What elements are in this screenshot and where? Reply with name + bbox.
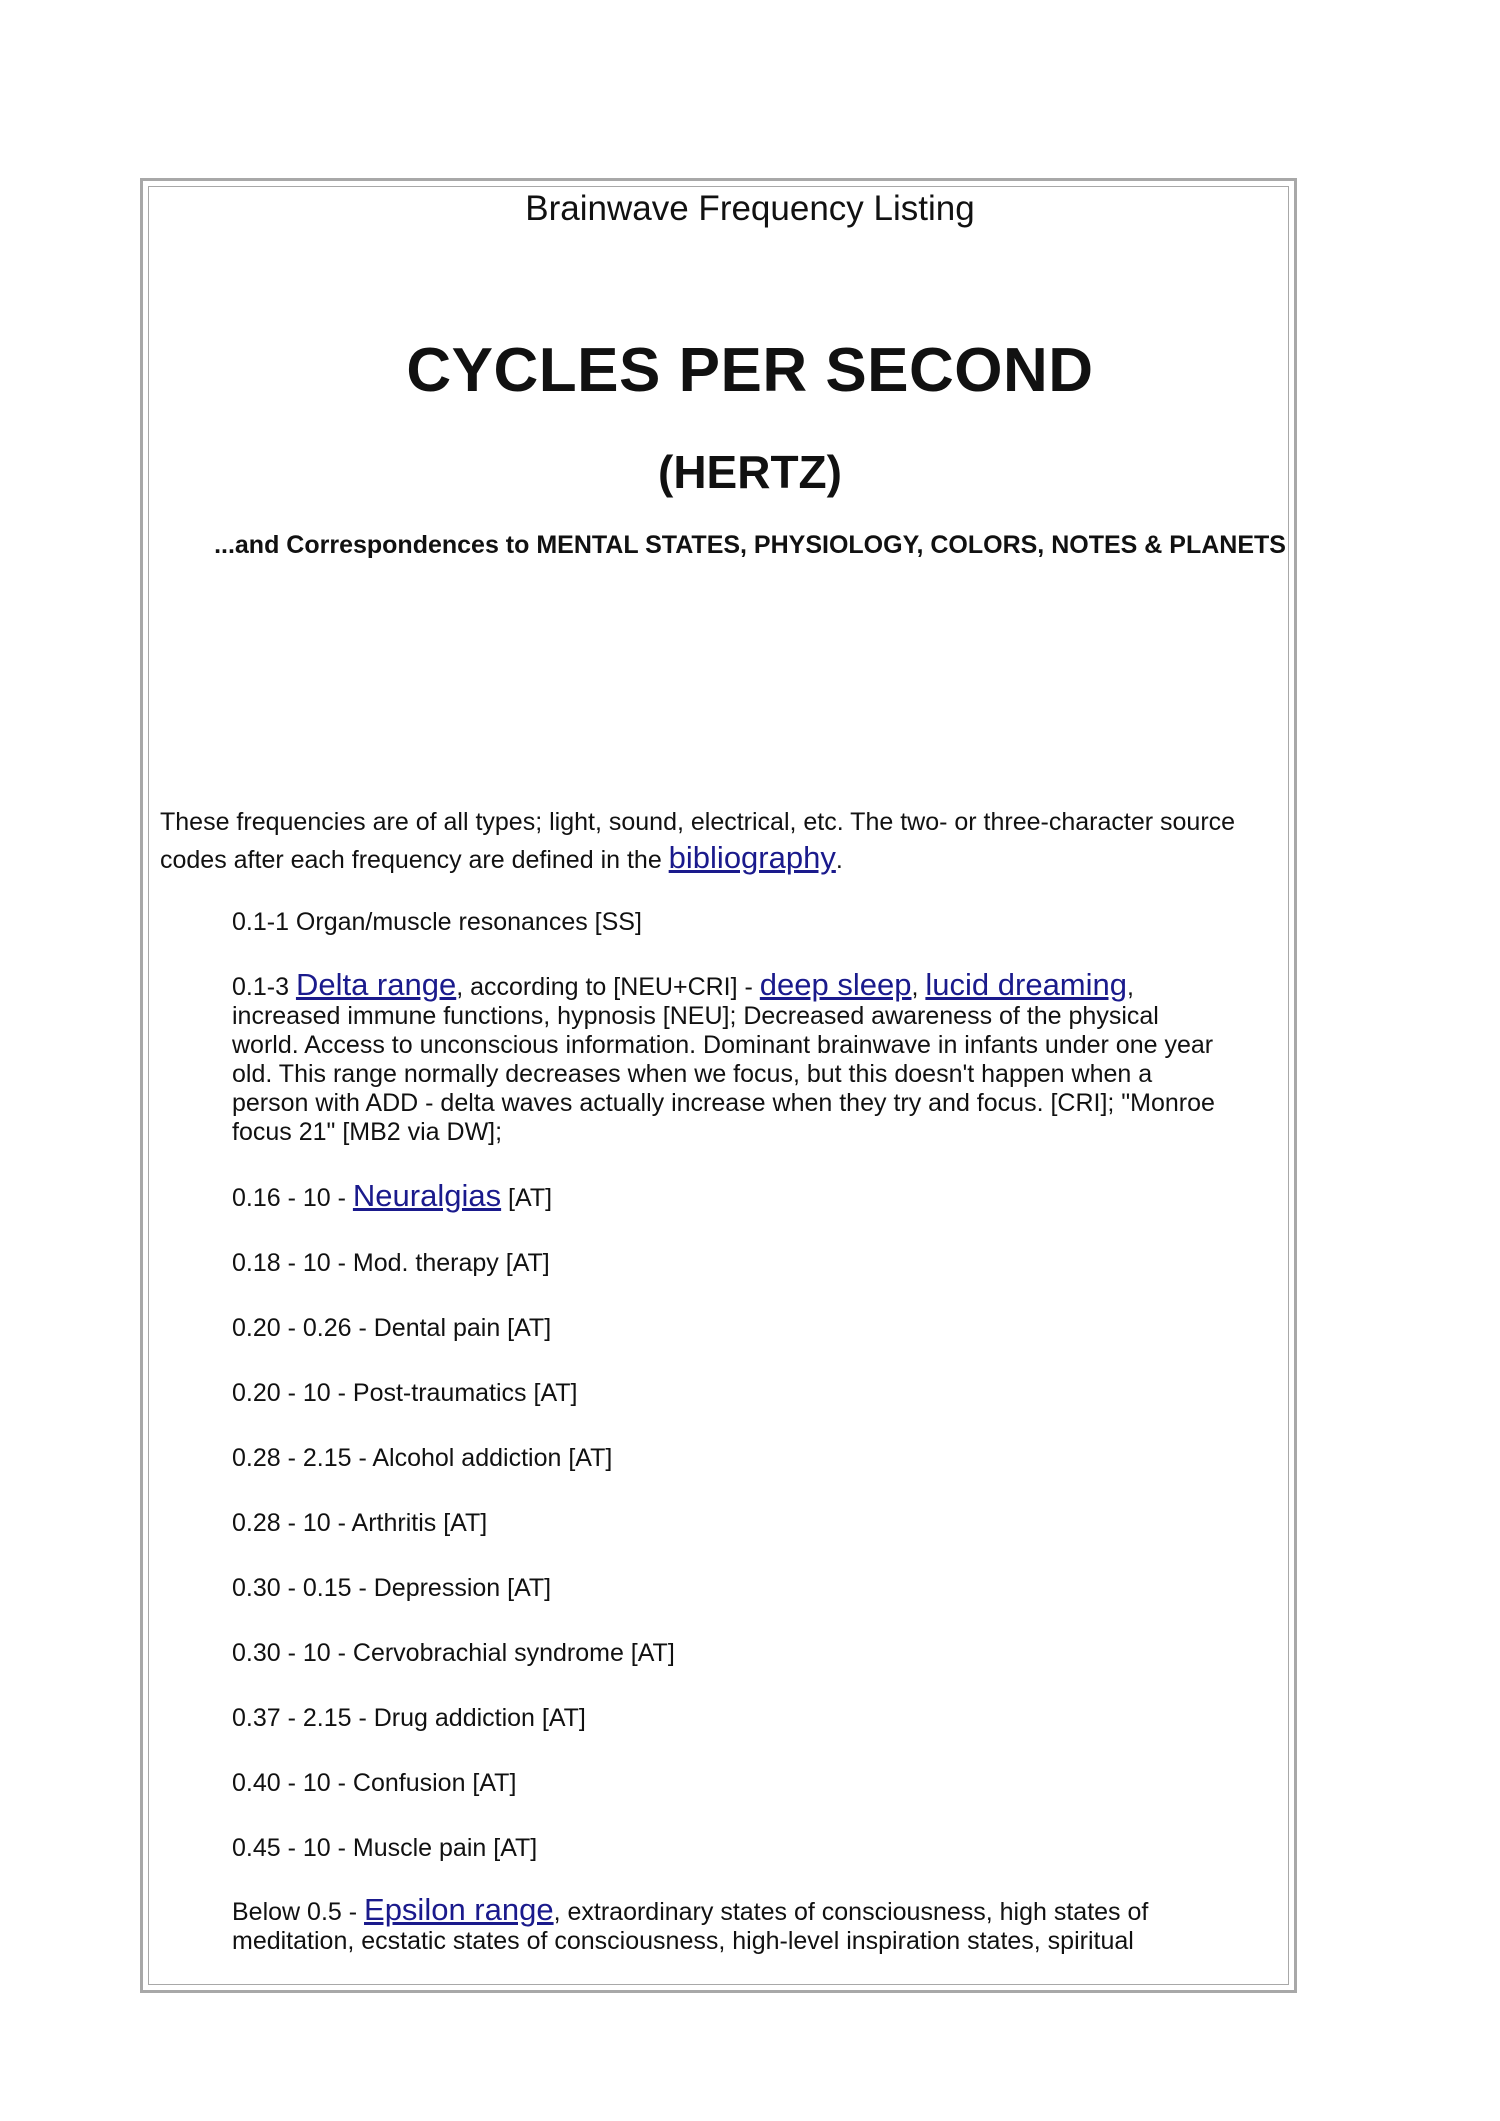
neuralgias-suffix: [AT] [501, 1184, 553, 1212]
list-item [232, 967, 1232, 1147]
delta-prefix: 0.1-3 [232, 973, 296, 1001]
list-item [232, 1892, 1232, 1956]
delta-mid-1: , according to [NEU+CRI] - [456, 973, 760, 1001]
list-item: 0.18 - 10 - Mod. therapy [AT] [232, 1249, 550, 1277]
epsilon-range-link[interactable]: Epsilon range [364, 1892, 554, 1927]
page-subtitle: (HERTZ) [658, 446, 842, 498]
delta-description: , increased immune functions, hypnosis [NEU]; Decreased awareness of the physical world. Access to unconscious information. Dominant brainwave in infants under one year old. This range normally decreases when we focus, but this doesn't happen when a person with ADD - delta waves actually increase when they try and focus. [CRI]; "Monroe focus 21" [MB2 via DW]; [232, 973, 1215, 1146]
delta-range-link[interactable]: Delta range [295, 967, 457, 1002]
lucid-dreaming-link[interactable]: lucid dreaming [925, 967, 1127, 1002]
page-title: CYCLES PER SECOND [406, 336, 1094, 405]
list-item: 0.28 - 10 - Arthritis [AT] [232, 1509, 488, 1537]
frequency-list [232, 908, 1232, 1992]
page-tagline: ...and Correspondences to MENTAL STATES, PHYSIOLOGY, COLORS, NOTES & PLANETS [214, 531, 1286, 559]
intro-paragraph [160, 805, 1280, 878]
delta-mid-2: , [911, 973, 926, 1001]
list-item: 0.1-1 Organ/muscle resonances [SS] [232, 908, 642, 936]
list-item: 0.37 - 2.15 - Drug addiction [AT] [232, 1704, 586, 1732]
list-item: 0.30 - 0.15 - Depression [AT] [232, 1574, 552, 1602]
list-item: 0.40 - 10 - Confusion [AT] [232, 1769, 517, 1797]
epsilon-prefix: Below 0.5 - [232, 1898, 365, 1926]
list-item: 0.30 - 10 - Cervobrachial syndrome [AT] [232, 1639, 675, 1667]
deep-sleep-link[interactable]: deep sleep [759, 967, 912, 1002]
neuralgias-prefix: 0.16 - 10 - [232, 1184, 353, 1212]
list-item: 0.20 - 10 - Post-traumatics [AT] [232, 1379, 578, 1407]
epsilon-description: , extraordinary states of consciousness, high states of meditation, ecstatic states of consciousness, high-level inspiration states, spiritual [232, 1898, 1149, 1955]
intro-text: These frequencies are of all types; light, sound, electrical, etc. The two- or three-character source codes after each frequency are defined in the [160, 808, 1236, 874]
bibliography-link[interactable]: bibliography [668, 840, 836, 875]
neuralgias-link[interactable]: Neuralgias [352, 1178, 502, 1213]
intro-end: . [835, 846, 843, 874]
list-item [232, 1178, 1232, 1213]
page-heading: Brainwave Frequency Listing [525, 189, 975, 228]
list-item: 0.28 - 2.15 - Alcohol addiction [AT] [232, 1444, 613, 1472]
list-item: 0.20 - 0.26 - Dental pain [AT] [232, 1314, 552, 1342]
list-item: 0.45 - 10 - Muscle pain [AT] [232, 1834, 538, 1862]
